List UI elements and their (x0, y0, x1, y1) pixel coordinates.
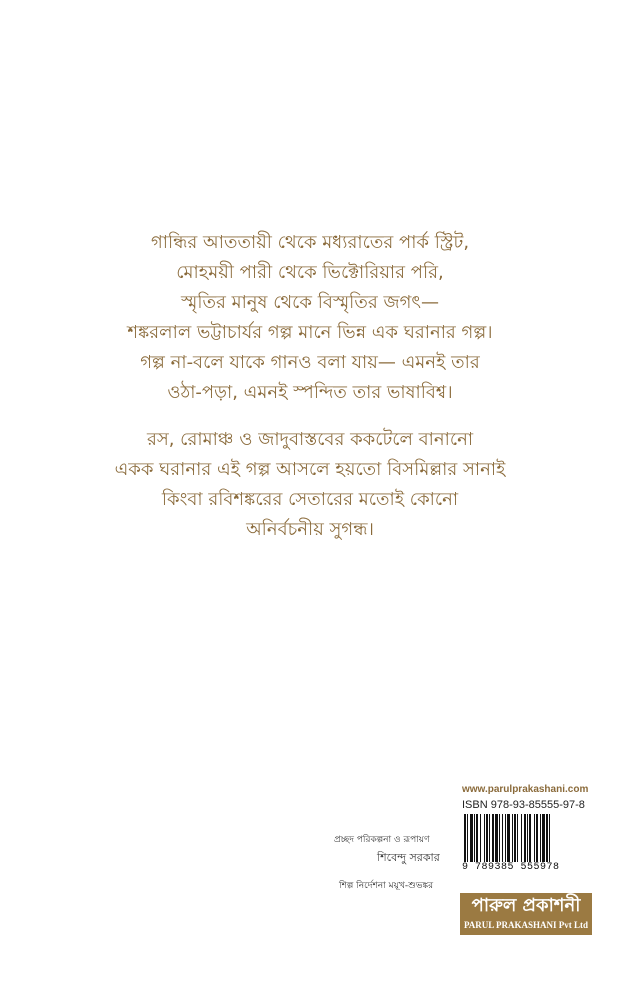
blurb-paragraph-2 (0, 425, 620, 545)
isbn-number: ISBN 978-93-85555-97-8 (462, 799, 585, 811)
cover-designer-name: শিবেন্দু সরকার (377, 851, 440, 864)
blurb-line: শঙ্করলাল ভট্টাচার্যর গল্প মানে ভিন্ন এক ঘরানার গল্প। (127, 322, 493, 343)
blurb-paragraph-1 (0, 228, 620, 408)
publisher-logo-subtitle: PARUL PRAKASHANI Pvt Ltd (463, 920, 589, 930)
publisher-logo (460, 893, 592, 935)
publisher-website[interactable]: www.parulprakashani.com (462, 784, 589, 795)
publisher-logo-name: পারুল প্রকাশনী (471, 895, 581, 916)
blurb-line: মোহময়ী পারী থেকে ভিক্টোরিয়ার পরি, (176, 262, 444, 283)
blurb-line: ওঠা-পড়া, এমনই স্পন্দিত তার ভাষাবিশ্ব। (167, 382, 453, 403)
blurb-line: গল্প না-বলে যাকে গানও বলা যায়— এমনই তার (140, 352, 480, 373)
blurb-line: একক ঘরানার এই গল্প আসলে হয়তো বিসমিল্লার সানাই (114, 459, 506, 480)
blurb-line: গান্ধির আততায়ী থেকে মধ্যরাতের পার্ক স্ট্রিট, (150, 232, 470, 253)
cover-design-label: প্রচ্ছদ পরিকল্পনা ও রূপায়ণ (334, 835, 430, 845)
blurb-line: স্মৃতির মানুষ থেকে বিস্মৃতির জগৎ— (181, 292, 439, 313)
blurb-line: রস, রোমাঞ্চ ও জাদুবাস্তবের ককটেলে বানানো (146, 429, 474, 450)
barcode (462, 814, 592, 862)
art-direction-credit: শিল্প নির্দেশনা ময়ূখ-শুভঙ্কর (339, 881, 434, 891)
blurb-line: কিংবা রবিশঙ্করের সেতারের মতোই কোনো (161, 489, 459, 510)
barcode-digits: 9 789385 555978 (462, 862, 560, 873)
blurb-line: অনির্বচনীয় সুগন্ধ। (246, 519, 374, 540)
